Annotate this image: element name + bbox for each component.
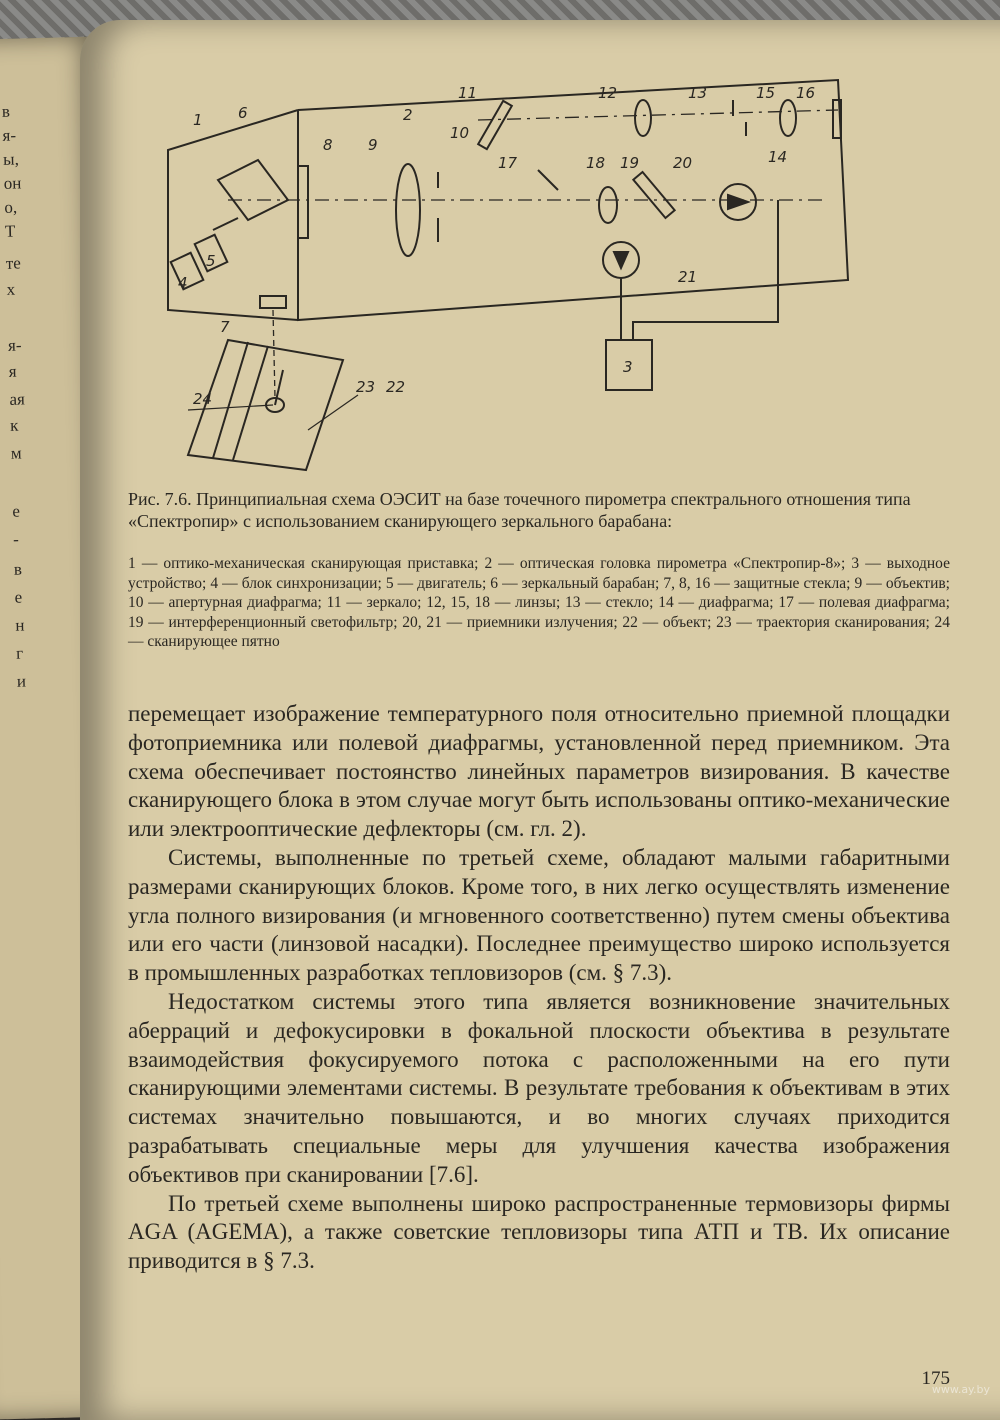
page-number: 175: [921, 1368, 950, 1389]
left-page-fragment: х: [6, 279, 16, 299]
diode-21: [614, 252, 628, 268]
label-22: 22: [386, 378, 406, 396]
label-16: 16: [796, 84, 816, 102]
label-13: 13: [688, 84, 708, 102]
left-page-fragment: м: [10, 443, 22, 463]
protective-glass-7: [260, 296, 286, 308]
wire-20: [633, 200, 778, 340]
leader-22: [308, 395, 358, 430]
figure-legend: 1 — оптико-механическая сканирующая приставка; 2 — оптическая головка пирометра «Спектропир-8»; 3 — выходное устройство; 4 — блок синхронизации; 5 — двигатель; 6 — зеркальный барабан; 7, 8, 16 — защитные стекла; 9 — объектив; 10 — апертурная диафрагма; 11 — зеркало; 12, 15, 18 — линзы; 13 — стекло; 14 — диафрагма; 17 — полевая диафрагма; 19 — интерференционный светофильтр; 20, 21 — приемники излучения; 22 — объект; 23 — траектория сканирования; 24 — сканирующее пятно: [128, 555, 950, 650]
lens-12: [635, 100, 651, 136]
field-stop: [538, 170, 558, 190]
label-9: 9: [368, 136, 378, 154]
label-23: 23: [356, 378, 376, 396]
label-5: 5: [206, 252, 216, 270]
left-page-fragment: Т: [4, 221, 16, 241]
watermark: www.ay.by: [931, 1383, 990, 1396]
label-19: 19: [620, 154, 640, 172]
left-page-fragment: и: [16, 671, 27, 691]
mirror-drum: [218, 160, 288, 220]
lens-18: [599, 187, 617, 223]
interference-filter: [633, 172, 674, 218]
paragraph: Системы, выполненные по третьей схеме, обладают малыми габаритными размерами сканирующих блоков. Кроме того, в них легко осуществлять изменение угла полного визирования (и мгновенного соответственно) путем смены объектива или его части (линзовой насадки). Последнее преимущество широко используется в промышленных разработках тепловизоров (см. § 7.3).: [128, 844, 950, 986]
paragraph: По третьей схеме выполнены широко распространенные термовизоры фирмы AGA (AGEMA), а также советские тепловизоры типа АТП и ТВ. Их описание приводится в § 7.3.: [128, 1190, 950, 1274]
label-18: 18: [586, 154, 606, 172]
left-page-fragment: е: [14, 587, 23, 607]
optical-scheme-diagram: [128, 70, 950, 490]
paragraph: перемещает изображение температурного поля относительно приемной площадки фотоприемника или полевой диафрагмы, установленной перед приемником. Эта схема обеспечивает постоянство линейных параметров визирования. В качестве сканирующего блока в этом случае могут быть использованы оптико-механические или электрооптические дефлекторы (см. гл. 2).: [128, 701, 950, 842]
left-page-fragment: г: [15, 643, 24, 663]
scan-beam: [273, 310, 275, 398]
label-24: 24: [193, 390, 213, 408]
label-15: 15: [756, 84, 776, 102]
protective-glass-8: [298, 166, 308, 238]
label-14: 14: [768, 148, 788, 166]
objective-lens: [396, 164, 420, 256]
left-page-fragment: -: [12, 529, 20, 549]
label-12: 12: [598, 84, 618, 102]
label-1: 1: [193, 111, 203, 129]
left-page-fragment: те: [5, 253, 22, 273]
label-20: 20: [673, 154, 693, 172]
drum-shaft: [213, 218, 238, 230]
left-page-fragment: о,: [4, 197, 18, 217]
left-page-fragment: я-: [7, 335, 22, 355]
label-21: 21: [678, 268, 698, 286]
left-page-fragment: в: [1, 101, 11, 121]
left-page-fragment: в: [13, 559, 23, 579]
figure-caption: Рис. 7.6. Принципиальная схема ОЭСИТ на базе точечного пирометра спектрального отношения типа «Спектропир» с использованием сканирующего зеркального барабана:: [128, 489, 911, 531]
paragraph: Недостатком системы этого типа является возникновение значительных аберраций и дефокусировки в фокальной плоскости объектива в результате взаимодействия фокусируемого потока с расположенными на его пути сканирующими элементами системы. В результате требования к объективам в этих системах значительно повышаются, и во многих случаях приходится разрабатывать специальные меры для улучшения качества изображения объективов при сканировании [7.6].: [128, 988, 950, 1187]
left-page-fragment: я: [8, 361, 17, 381]
left-page-fragment: он: [3, 173, 22, 193]
left-page-fragment: е: [12, 501, 21, 521]
label-2: 2: [403, 106, 413, 124]
upper-axis: [478, 110, 838, 120]
left-page-fragment: ая: [9, 389, 26, 409]
book-page: [80, 20, 1000, 1420]
body-text: [128, 700, 950, 1276]
label-7: 7: [220, 318, 230, 336]
label-17: 17: [498, 154, 518, 172]
lens-15: [780, 100, 796, 136]
scan-track-mid: [233, 346, 268, 460]
label-11: 11: [458, 84, 478, 102]
label-3: 3: [623, 358, 633, 376]
page-content: [128, 20, 950, 1402]
diode-20: [728, 195, 748, 209]
label-4: 4: [178, 274, 188, 292]
scan-track-left: [213, 342, 248, 458]
left-page-fragment: ы,: [2, 149, 20, 169]
left-page-fragment: к: [9, 415, 19, 435]
label-8: 8: [323, 136, 333, 154]
left-page-fragment: я-: [2, 125, 17, 145]
left-page-fragment: н: [15, 615, 25, 635]
label-10: 10: [450, 124, 470, 142]
label-6: 6: [238, 104, 248, 122]
mirror: [478, 101, 512, 149]
